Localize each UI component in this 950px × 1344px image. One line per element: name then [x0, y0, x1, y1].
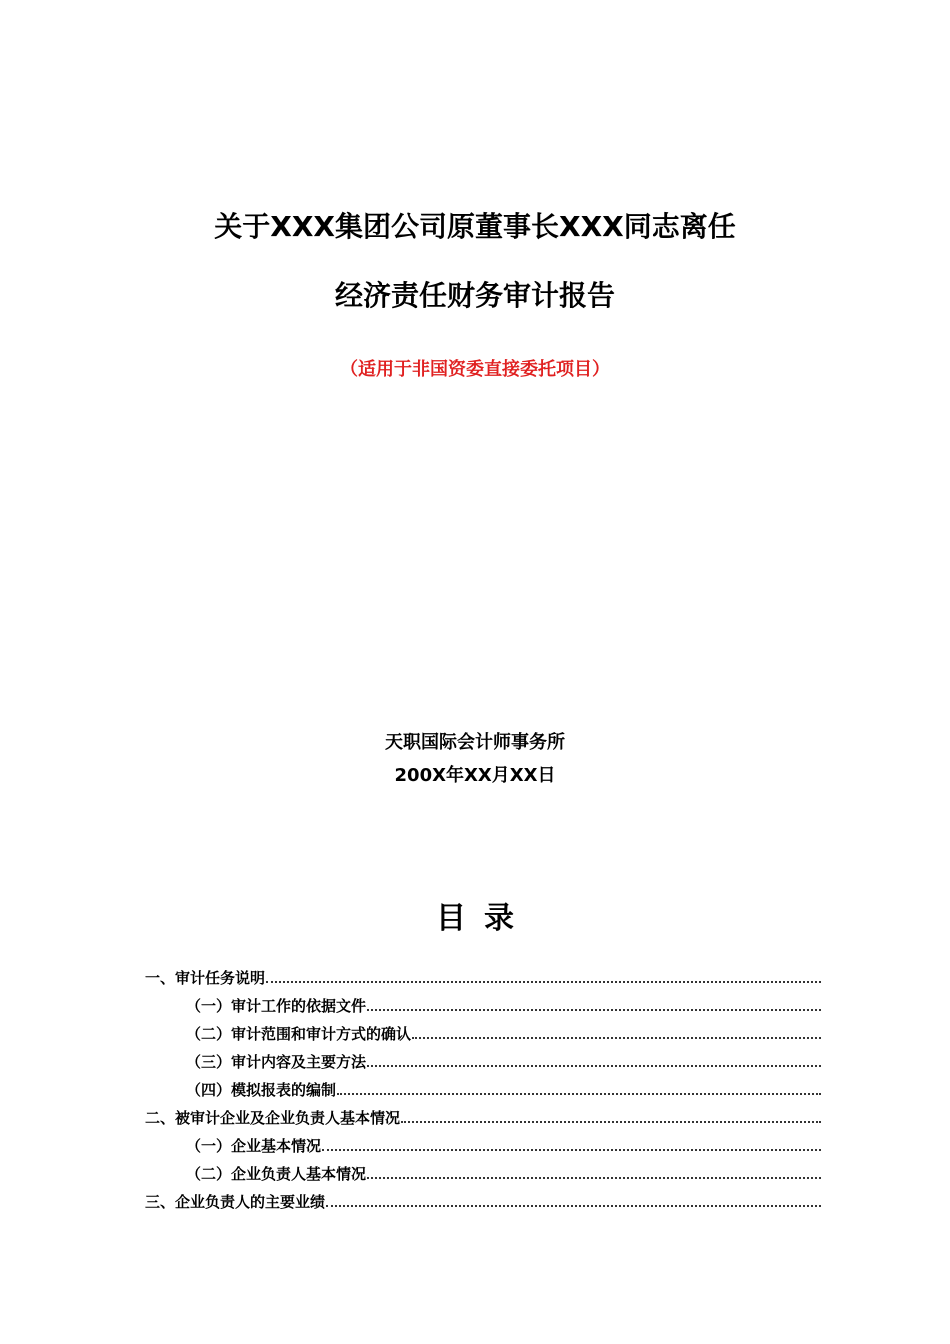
toc-dot-leader — [337, 1093, 821, 1095]
toc-item[interactable] — [145, 1156, 821, 1184]
report-subtitle: （适用于非国资委直接委托项目） — [340, 359, 610, 380]
toc-item-label: （一）审计工作的依据文件 — [186, 997, 367, 1015]
toc-heading: 目录 — [436, 901, 532, 936]
toc-item-label: （四）模拟报表的编制 — [186, 1081, 337, 1099]
toc-item[interactable] — [145, 988, 821, 1016]
report-title-line-2: 经济责任财务审计报告 — [334, 279, 615, 312]
toc-dot-leader — [367, 1065, 821, 1067]
report-date: 200X年XX月XX日 — [394, 765, 556, 786]
toc-dot-leader — [322, 1149, 821, 1151]
toc-item[interactable] — [145, 960, 821, 988]
toc-dot-leader — [326, 1205, 821, 1207]
toc-item[interactable] — [145, 1044, 821, 1072]
toc-item-label: （三）审计内容及主要方法 — [186, 1053, 367, 1071]
toc-item[interactable] — [145, 1016, 821, 1044]
toc-dot-leader — [367, 1177, 821, 1179]
toc-item-label: （二）审计范围和审计方式的确认 — [186, 1025, 412, 1043]
toc-dot-leader — [367, 1009, 821, 1011]
toc-item-label: 二、被审计企业及企业负责人基本情况 — [145, 1109, 401, 1127]
table-of-contents — [145, 960, 821, 1212]
firm-name: 天职国际会计师事务所 — [385, 732, 565, 753]
toc-item-label: （二）企业负责人基本情况 — [186, 1165, 367, 1183]
toc-item[interactable] — [145, 1184, 821, 1212]
toc-item[interactable] — [145, 1072, 821, 1100]
toc-item[interactable] — [145, 1128, 821, 1156]
toc-item[interactable] — [145, 1100, 821, 1128]
toc-dot-leader — [266, 981, 821, 983]
toc-item-label: （一）企业基本情况 — [186, 1137, 322, 1155]
toc-item-label: 三、企业负责人的主要业绩 — [145, 1193, 326, 1211]
toc-dot-leader — [412, 1037, 821, 1039]
toc-item-label: 一、审计任务说明 — [145, 969, 266, 987]
toc-dot-leader — [401, 1121, 821, 1123]
report-title-line-1: 关于XXX集团公司原董事长XXX同志离任 — [214, 210, 736, 243]
